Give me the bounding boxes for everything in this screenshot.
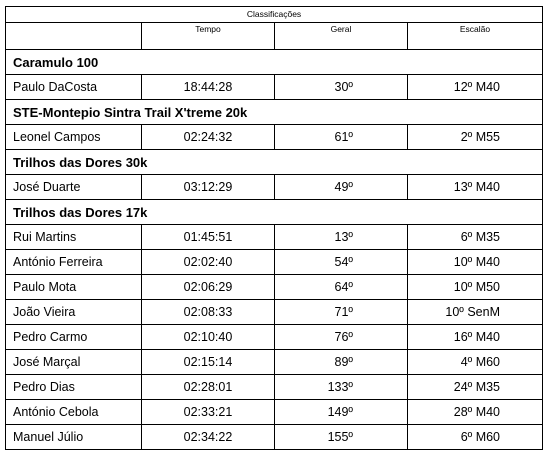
overall-rank: 71º (275, 300, 408, 325)
finish-time: 01:45:51 (142, 225, 275, 250)
table-caption: Classificações (6, 7, 543, 23)
finish-time: 02:33:21 (142, 400, 275, 425)
finish-time: 02:28:01 (142, 375, 275, 400)
athlete-name: Paulo DaCosta (6, 75, 142, 100)
finish-time: 02:10:40 (142, 325, 275, 350)
table-row (6, 300, 543, 325)
table-row (6, 125, 543, 150)
header-row (6, 23, 543, 50)
finish-time: 02:15:14 (142, 350, 275, 375)
athlete-name: Paulo Mota (6, 275, 142, 300)
section-row (6, 50, 543, 75)
finish-time: 02:06:29 (142, 275, 275, 300)
table-row (6, 350, 543, 375)
table-row (6, 325, 543, 350)
finish-time: 18:44:28 (142, 75, 275, 100)
table-row (6, 425, 543, 450)
header-name (6, 23, 142, 50)
category-rank: 6º M35 (408, 225, 543, 250)
results-table (5, 6, 543, 450)
category-rank: 12º M40 (408, 75, 543, 100)
category-rank: 10º M40 (408, 250, 543, 275)
athlete-name: António Ferreira (6, 250, 142, 275)
category-rank: 4º M60 (408, 350, 543, 375)
section-title: Trilhos das Dores 30k (6, 150, 543, 175)
overall-rank: 133º (275, 375, 408, 400)
table-row (6, 225, 543, 250)
category-rank: 28º M40 (408, 400, 543, 425)
category-rank: 13º M40 (408, 175, 543, 200)
overall-rank: 155º (275, 425, 408, 450)
header-time: Tempo (142, 23, 275, 50)
table-row (6, 75, 543, 100)
finish-time: 02:34:22 (142, 425, 275, 450)
category-rank: 10º SenM (408, 300, 543, 325)
athlete-name: Pedro Carmo (6, 325, 142, 350)
overall-rank: 54º (275, 250, 408, 275)
section-row (6, 150, 543, 175)
table-row (6, 250, 543, 275)
section-row (6, 100, 543, 125)
overall-rank: 149º (275, 400, 408, 425)
athlete-name: João Vieira (6, 300, 142, 325)
overall-rank: 49º (275, 175, 408, 200)
category-rank: 10º M50 (408, 275, 543, 300)
table-row (6, 375, 543, 400)
category-rank: 16º M40 (408, 325, 543, 350)
section-title: Caramulo 100 (6, 50, 543, 75)
section-title: Trilhos das Dores 17k (6, 200, 543, 225)
category-rank: 2º M55 (408, 125, 543, 150)
table-row (6, 275, 543, 300)
athlete-name: Leonel Campos (6, 125, 142, 150)
athlete-name: António Cebola (6, 400, 142, 425)
overall-rank: 64º (275, 275, 408, 300)
results-table-body (6, 7, 543, 450)
finish-time: 02:02:40 (142, 250, 275, 275)
athlete-name: José Duarte (6, 175, 142, 200)
overall-rank: 61º (275, 125, 408, 150)
finish-time: 03:12:29 (142, 175, 275, 200)
athlete-name: Pedro Dias (6, 375, 142, 400)
category-rank: 24º M35 (408, 375, 543, 400)
overall-rank: 76º (275, 325, 408, 350)
overall-rank: 89º (275, 350, 408, 375)
finish-time: 02:24:32 (142, 125, 275, 150)
section-row (6, 200, 543, 225)
table-row (6, 400, 543, 425)
category-rank: 6º M60 (408, 425, 543, 450)
section-title: STE-Montepio Sintra Trail X'treme 20k (6, 100, 543, 125)
overall-rank: 30º (275, 75, 408, 100)
header-category: Escalão (408, 23, 543, 50)
athlete-name: Rui Martins (6, 225, 142, 250)
header-overall: Geral (275, 23, 408, 50)
athlete-name: Manuel Júlio (6, 425, 142, 450)
finish-time: 02:08:33 (142, 300, 275, 325)
caption-row (6, 7, 543, 23)
table-row (6, 175, 543, 200)
athlete-name: José Marçal (6, 350, 142, 375)
overall-rank: 13º (275, 225, 408, 250)
